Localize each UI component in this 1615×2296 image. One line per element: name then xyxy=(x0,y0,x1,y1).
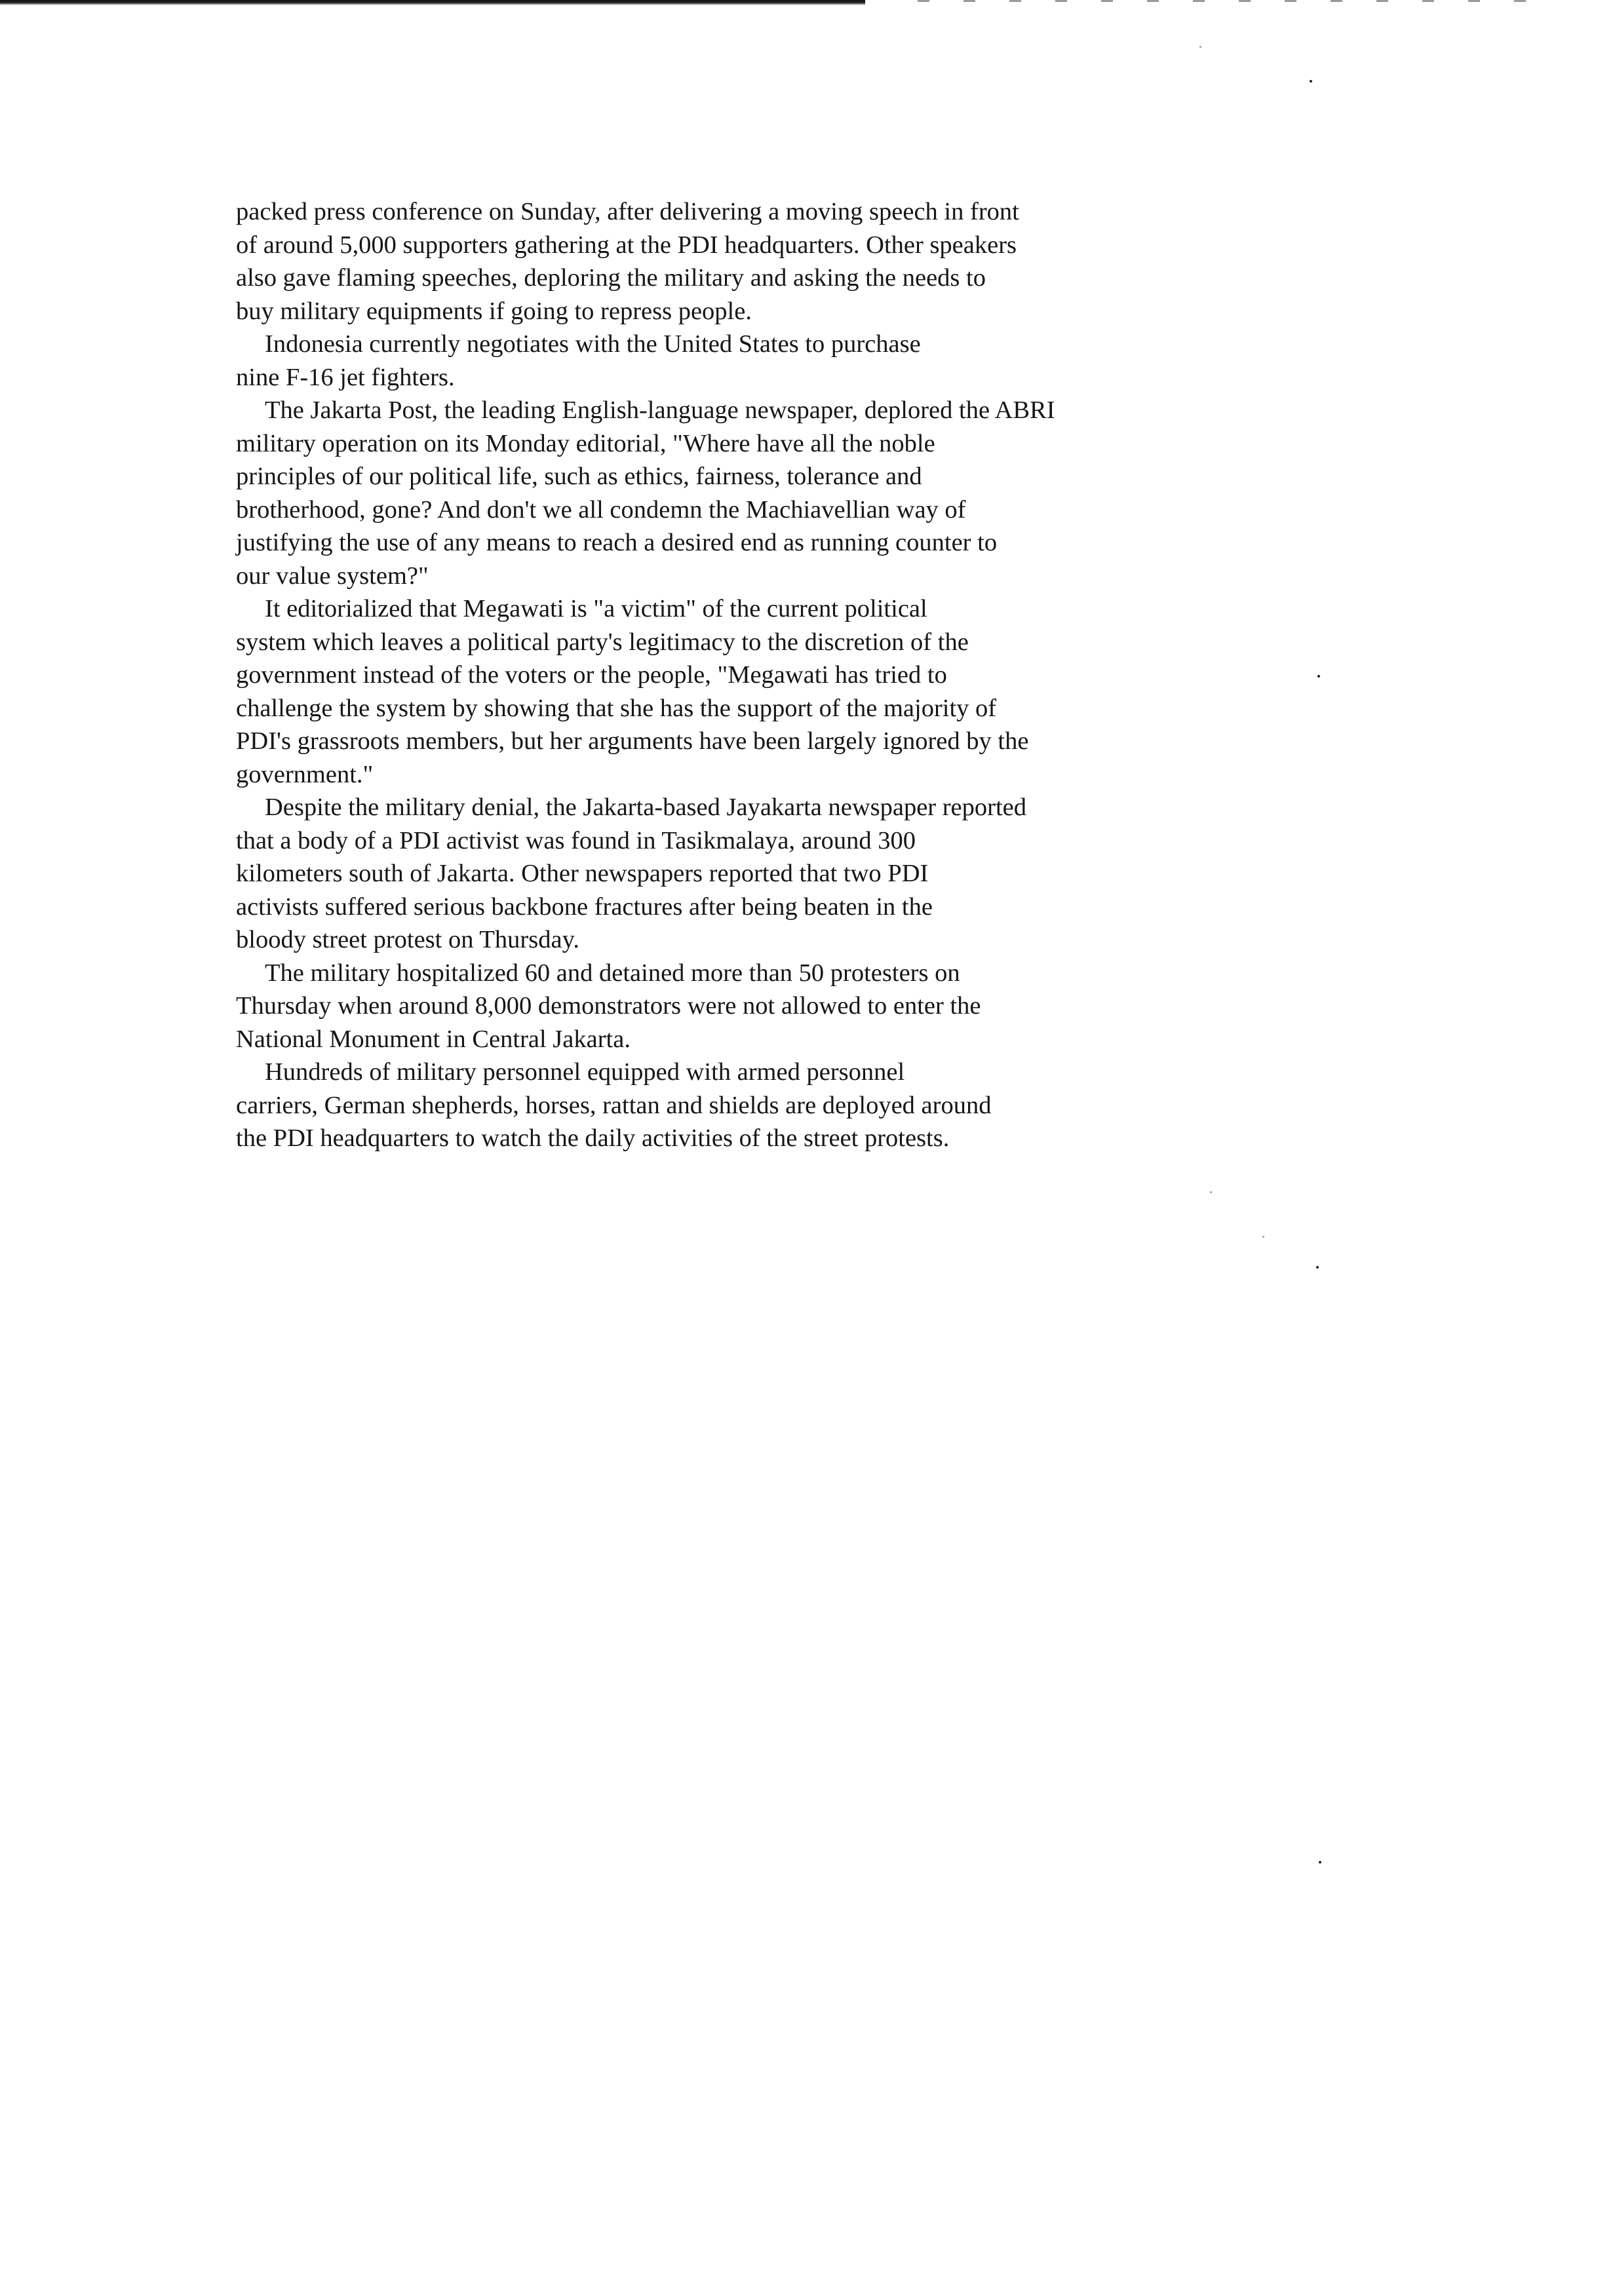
text-line: of around 5,000 supporters gathering at the PDI headquarters. Other speakers xyxy=(236,231,1017,259)
scan-speck xyxy=(1262,1236,1264,1238)
text-line: the PDI headquarters to watch the daily activities of the street protests. xyxy=(236,1124,950,1152)
text-line: also gave flaming speeches, deploring the military and asking the needs to xyxy=(236,264,986,292)
text-line: justifying the use of any means to reach a desired end as running counter to xyxy=(236,529,998,556)
article-paragraph xyxy=(236,328,1167,394)
text-line: our value system?" xyxy=(236,562,429,590)
text-line: It editorialized that Megawati is "a victim" of the current political xyxy=(265,595,927,622)
scan-speck xyxy=(1310,80,1312,83)
text-line: military operation on its Monday editorial, "Where have all the noble xyxy=(236,429,935,457)
scan-edge-mark xyxy=(0,0,865,5)
text-line: nine F-16 jet fighters. xyxy=(236,363,455,391)
text-line: principles of our political life, such as ethics, fairness, tolerance and xyxy=(236,463,922,490)
text-line: challenge the system by showing that she has the support of the majority of xyxy=(236,694,997,722)
scan-speck xyxy=(1316,1266,1319,1269)
text-line: kilometers south of Jakarta. Other newspapers reported that two PDI xyxy=(236,860,929,887)
scan-speck xyxy=(1210,1191,1212,1193)
text-line: packed press conference on Sunday, after delivering a moving speech in front xyxy=(236,198,1019,225)
text-line: government." xyxy=(236,760,374,788)
article-paragraph xyxy=(236,957,1167,1056)
scan-speck xyxy=(1317,675,1320,678)
article-paragraph xyxy=(236,195,1167,328)
article-paragraph xyxy=(236,394,1167,592)
text-line: system which leaves a political party's legitimacy to the discretion of the xyxy=(236,628,969,656)
text-line: PDI's grassroots members, but her arguments have been largely ignored by the xyxy=(236,727,1029,755)
article-paragraph xyxy=(236,592,1167,791)
article-paragraph xyxy=(236,1056,1167,1155)
article-body xyxy=(236,195,1167,1155)
text-line: Thursday when around 8,000 demonstrators were not allowed to enter the xyxy=(236,992,981,1020)
text-line: The military hospitalized 60 and detained more than 50 protesters on xyxy=(265,959,960,987)
text-line: buy military equipments if going to repress people. xyxy=(236,297,752,325)
scan-speck xyxy=(1199,46,1201,48)
text-line: government instead of the voters or the people, "Megawati has tried to xyxy=(236,661,947,689)
scan-speck xyxy=(1319,1861,1321,1864)
article-paragraph xyxy=(236,791,1167,957)
text-line: bloody street protest on Thursday. xyxy=(236,926,579,953)
text-line: activists suffered serious backbone fractures after being beaten in the xyxy=(236,892,933,921)
text-line: carriers, German shepherds, horses, rattan and shields are deployed around xyxy=(236,1091,992,1119)
text-line: National Monument in Central Jakarta. xyxy=(236,1025,631,1053)
text-line: that a body of a PDI activist was found in Tasikmalaya, around 300 xyxy=(236,826,916,854)
text-line: The Jakarta Post, the leading English-language newspaper, deplored the ABRI xyxy=(265,396,1055,424)
scan-edge-mark xyxy=(918,0,1534,2)
text-line: brotherhood, gone? And don't we all condemn the Machiavellian way of xyxy=(236,495,966,524)
text-line: Despite the military denial, the Jakarta-based Jayakarta newspaper reported xyxy=(265,794,1026,821)
text-line: Indonesia currently negotiates with the United States to purchase xyxy=(265,330,921,358)
text-line: Hundreds of military personnel equipped with armed personnel xyxy=(265,1058,905,1086)
